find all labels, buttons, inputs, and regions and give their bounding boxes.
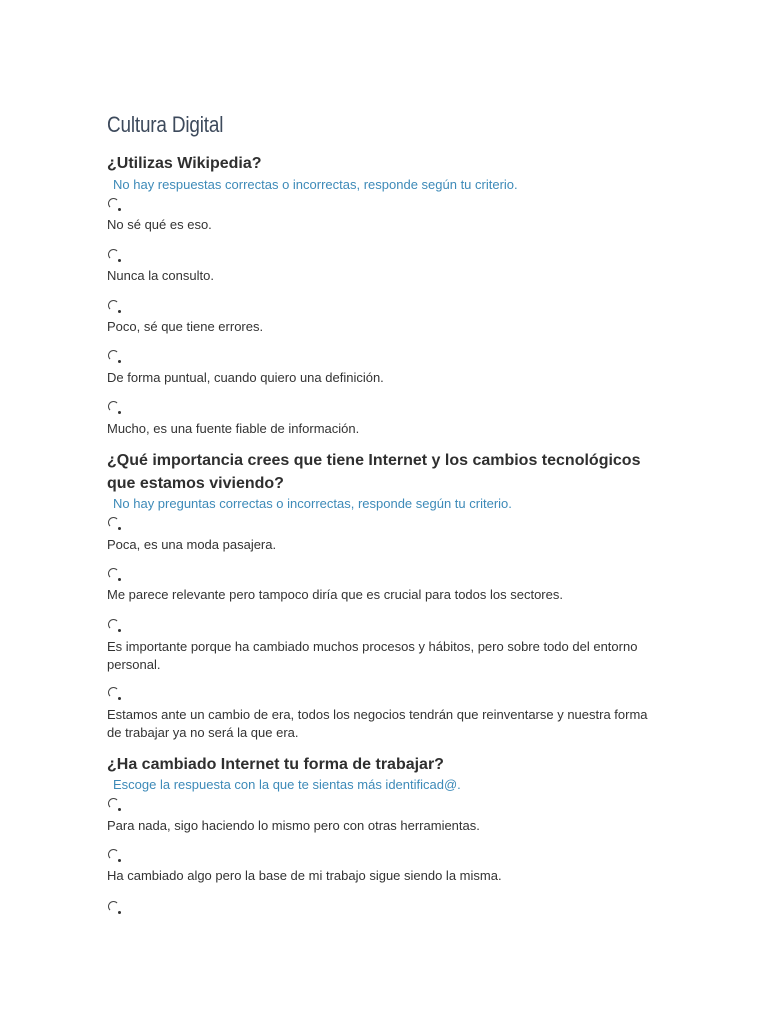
option-label: Es importante porque ha cambiado muchos procesos y hábitos, pero sobre todo del entorno personal. (107, 639, 638, 672)
radio-button[interactable] (108, 300, 119, 311)
question-hint: Escoge la respuesta con la que te sientas más identificad@. (113, 777, 461, 792)
question-hint: No hay preguntas correctas o incorrectas, responde según tu criterio. (113, 496, 512, 511)
option-label: De forma puntual, cuando quiero una definición. (107, 370, 384, 385)
radio-button[interactable] (108, 198, 119, 209)
radio-button[interactable] (108, 619, 119, 630)
question-hint: No hay respuestas correctas o incorrectas, responde según tu criterio. (113, 177, 518, 192)
radio-button[interactable] (108, 798, 119, 809)
option-label: Ha cambiado algo pero la base de mi trabajo sigue siendo la misma. (107, 868, 502, 883)
radio-button[interactable] (108, 517, 119, 528)
option-label: No sé qué es eso. (107, 217, 212, 232)
option-label: Poca, es una moda pasajera. (107, 537, 277, 552)
question-title: ¿Ha cambiado Internet tu forma de trabajar? (107, 756, 444, 773)
question-title: ¿Utilizas Wikipedia? (107, 155, 262, 172)
option-label: Nunca la consulto. (107, 268, 214, 283)
radio-button[interactable] (108, 401, 119, 412)
question-title: ¿Qué importancia crees que tiene Internet y los cambios tecnológicos que estamos viviendo? (107, 452, 641, 492)
option-label: Mucho, es una fuente fiable de información. (107, 421, 360, 436)
radio-button[interactable] (108, 249, 119, 260)
radio-button[interactable] (108, 568, 119, 579)
option-label: Para nada, sigo haciendo lo mismo pero con otras herramientas. (107, 818, 480, 833)
radio-button[interactable] (108, 350, 119, 361)
radio-button[interactable] (108, 849, 119, 860)
page-title: Cultura Digital (107, 112, 224, 137)
option-label: Me parece relevante pero tampoco diría que es crucial para todos los sectores. (107, 587, 563, 602)
radio-button[interactable] (108, 687, 119, 698)
option-label: Poco, sé que tiene errores. (107, 319, 264, 334)
radio-button[interactable] (108, 901, 119, 912)
option-label: Estamos ante un cambio de era, todos los negocios tendrán que reinventarse y nuestra forma de trabajar ya no será la que era. (107, 707, 648, 740)
